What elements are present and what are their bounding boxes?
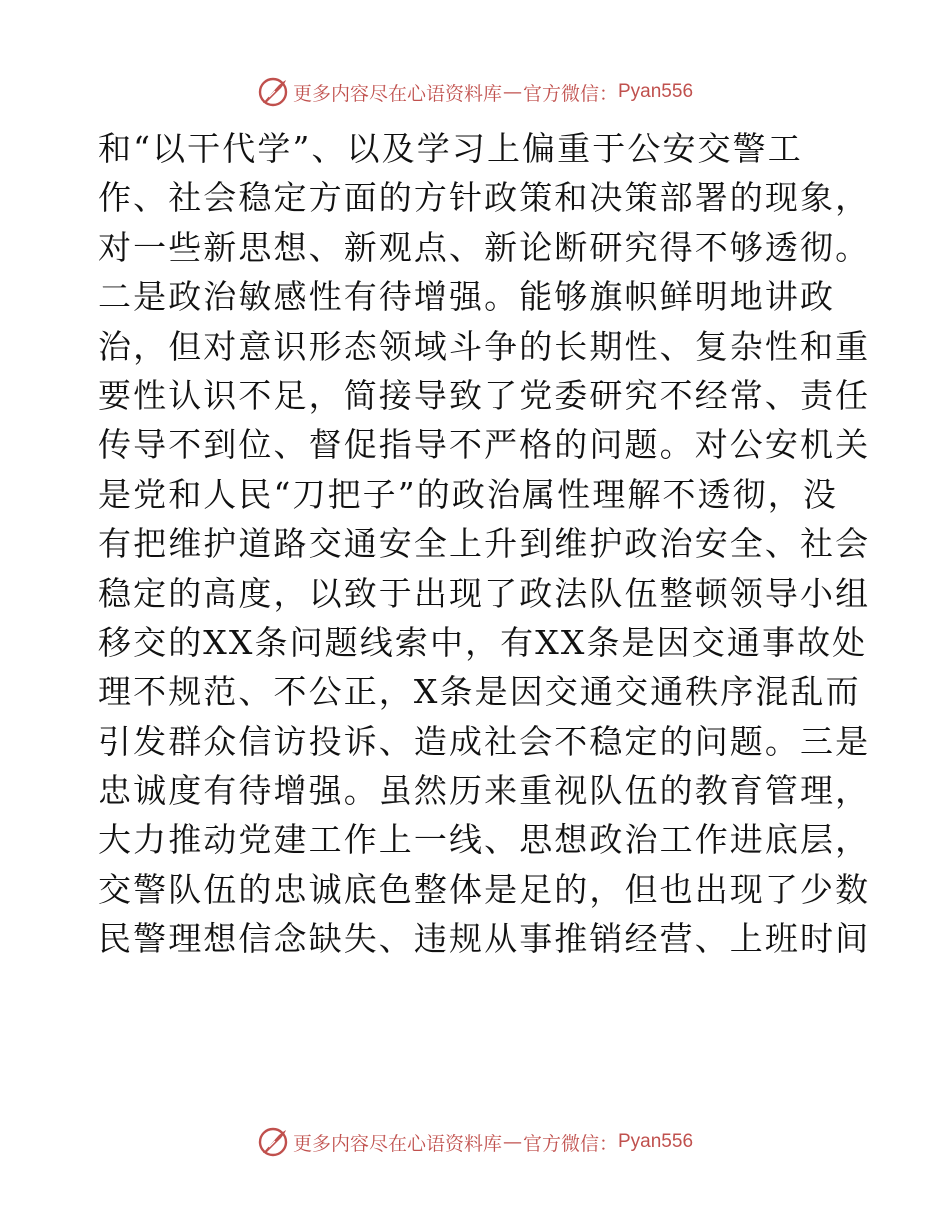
text-line: 治，但对意识形态领域斗争的长期性、复杂性和重 xyxy=(98,326,871,366)
header-separator: — xyxy=(502,81,522,103)
text-line: 移交的XX条问题线索中，有XX条是因交通事故处 xyxy=(98,622,868,662)
text-line: 理不规范、不公正，X条是因交通交通秩序混乱而 xyxy=(98,672,861,712)
header-watermark xyxy=(0,72,950,112)
header-wechat-label: 官方微信： xyxy=(522,82,618,105)
text-line: 稳定的高度，以致于出现了政法队伍整顿领导小组 xyxy=(98,573,871,613)
text-line: 引发群众信访投诉、造成社会不稳定的问题。三是 xyxy=(98,721,871,761)
quill-pen-logo-icon xyxy=(257,76,289,108)
text-line: 传导不到位、督促指导不严格的问题。对公安机关 xyxy=(98,425,871,465)
footer-watermark xyxy=(0,1122,950,1162)
text-line: 是党和人民“刀把子”的政治属性理解不透彻，没 xyxy=(98,474,838,514)
quill-pen-logo-icon xyxy=(257,1126,289,1158)
text-line: 和“以干代学”、以及学习上偏重于公安交警工 xyxy=(98,129,803,168)
text-line: 二是政治敏感性有待增强。能够旗帜鲜明地讲政 xyxy=(98,277,836,317)
text-line: 有把维护道路交通安全上升到维护政治安全、社会 xyxy=(98,524,871,564)
document-body xyxy=(98,124,871,964)
header-watermark-text: 更多内容尽在心语资料库 xyxy=(292,82,502,105)
text-line: 忠诚度有待增强。虽然历来重视队伍的教育管理， xyxy=(98,771,871,811)
footer-wechat-label: 官方微信： xyxy=(522,1132,618,1155)
text-line: 大力推动党建工作上一线、思想政治工作进底层， xyxy=(98,820,871,860)
header-wechat-id: Pyan556 xyxy=(618,81,694,102)
footer-wechat-id: Pyan556 xyxy=(618,1131,694,1152)
text-line: 交警队伍的忠诚底色整体是足的，但也出现了少数 xyxy=(98,869,871,909)
text-line: 对一些新思想、新观点、新论断研究得不够透彻。 xyxy=(98,227,871,267)
footer-separator: — xyxy=(502,1131,522,1153)
text-line: 民警理想信念缺失、违规从事推销经营、上班时间 xyxy=(98,919,871,959)
footer-watermark-text: 更多内容尽在心语资料库 xyxy=(292,1132,502,1155)
text-line: 作、社会稳定方面的方针政策和决策部署的现象， xyxy=(98,178,871,218)
text-line: 要性认识不足，简接导致了党委研究不经常、责任 xyxy=(98,375,871,415)
